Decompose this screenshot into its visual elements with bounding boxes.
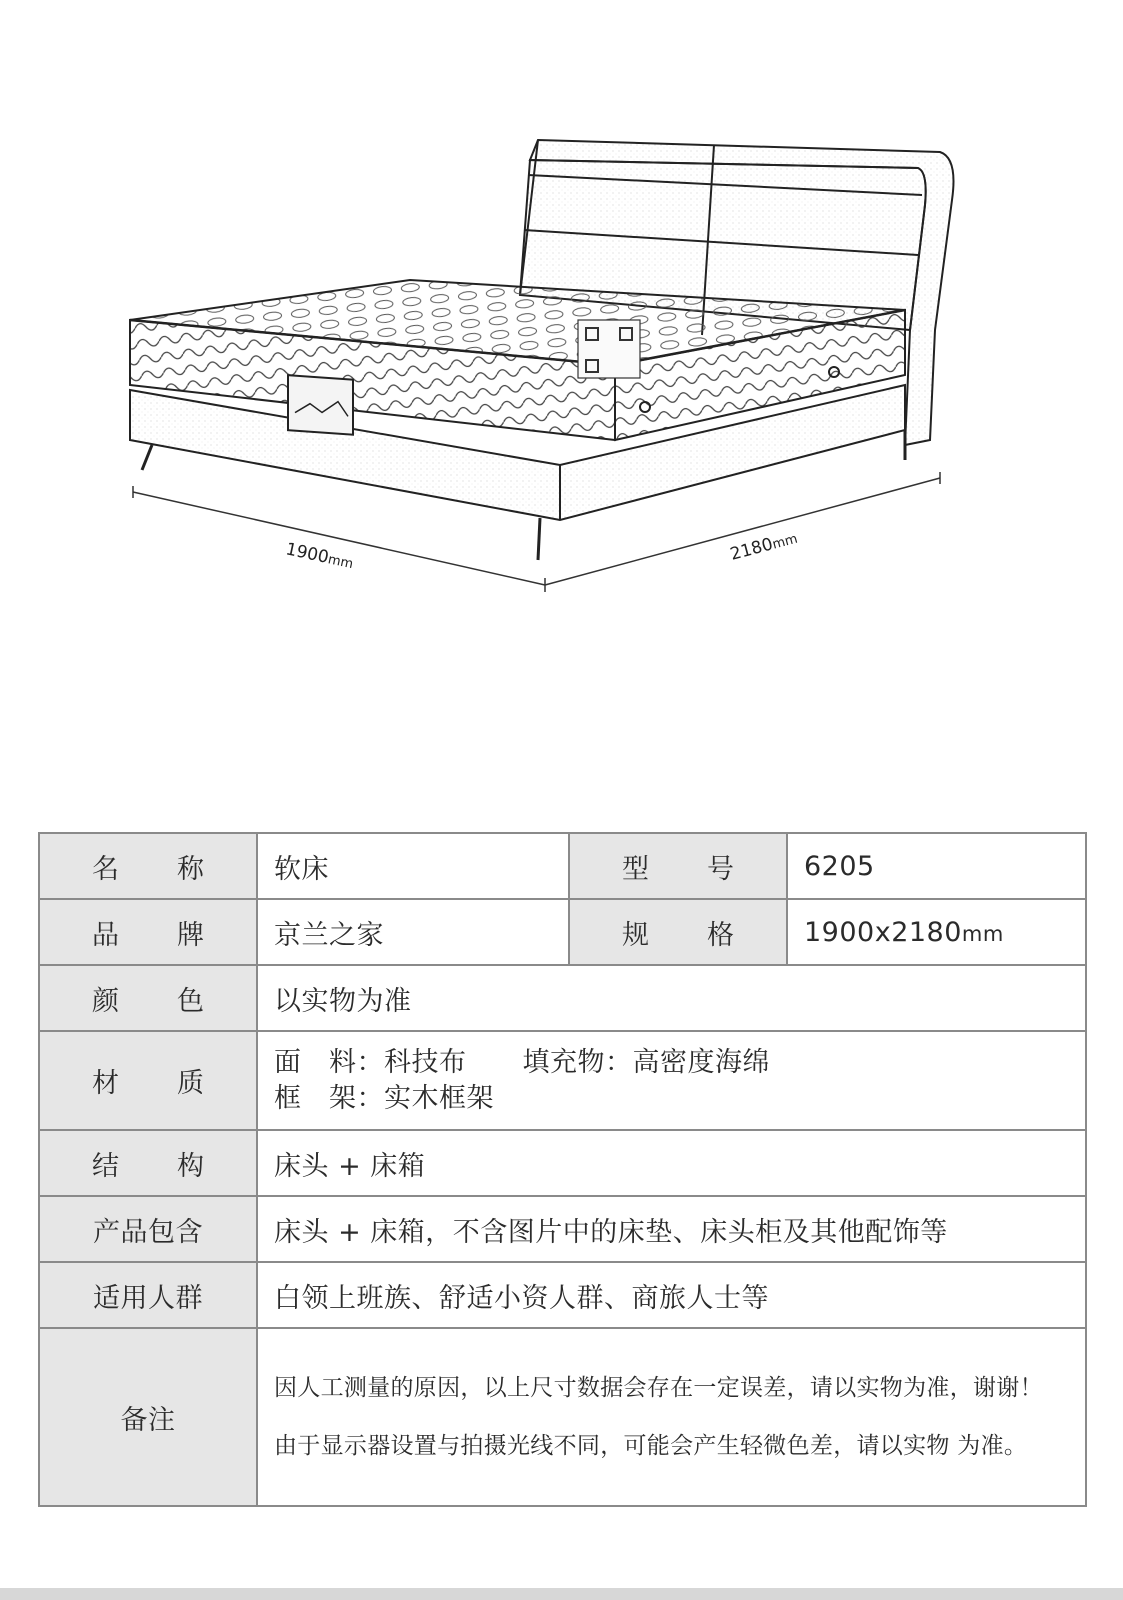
- model-label: 型号: [569, 833, 787, 899]
- spec-table: [38, 832, 1087, 1507]
- brand-label: 品牌: [39, 899, 257, 965]
- package-label: 产品包含: [39, 1196, 257, 1262]
- spec-row-brand-size: [39, 899, 1086, 965]
- fabric-value: 科技布: [384, 1046, 467, 1078]
- color-label: 颜色: [39, 965, 257, 1031]
- filling-label: 填充物：: [522, 1046, 633, 1078]
- brand-value: 京兰之家: [257, 899, 569, 965]
- material-label: 材质: [39, 1031, 257, 1130]
- structure-label: 结构: [39, 1130, 257, 1196]
- color-value: 以实物为准: [257, 965, 1086, 1031]
- model-value: 6205: [787, 833, 1086, 899]
- spec-row-package: [39, 1196, 1086, 1262]
- audience-label: 适用人群: [39, 1262, 257, 1328]
- filling-value: 高密度海绵: [632, 1046, 770, 1078]
- spec-row-audience: [39, 1262, 1086, 1328]
- name-label: 名称: [39, 833, 257, 899]
- length-dimension-label: 2180mm: [728, 531, 800, 565]
- notes-label: 备注: [39, 1328, 257, 1506]
- note-line-2: 由于显示器设置与拍摄光线不同，可能会产生轻微色差，请以实物 为准。: [274, 1433, 1028, 1459]
- fabric-label: 面 料：: [274, 1046, 384, 1078]
- spec-row-notes: [39, 1328, 1086, 1506]
- frame-label: 框 架：: [274, 1082, 384, 1114]
- spec-row-name-model: [39, 833, 1086, 899]
- bed-illustration: [0, 0, 1123, 640]
- notes-value: [257, 1328, 1086, 1506]
- bottom-divider: [0, 1588, 1123, 1600]
- audience-value: 白领上班族、舒适小资人群、商旅人士等: [257, 1262, 1086, 1328]
- note-line-1: 因人工测量的原因，以上尺寸数据会存在一定误差，请以实物为准，谢谢！: [274, 1375, 1043, 1401]
- material-value: [257, 1031, 1086, 1130]
- frame-value: 实木框架: [384, 1082, 494, 1114]
- spec-row-color: [39, 965, 1086, 1031]
- name-value: 软床: [257, 833, 569, 899]
- size-label: 规格: [569, 899, 787, 965]
- spec-row-material: [39, 1031, 1086, 1130]
- package-value: 床头 + 床箱，不含图片中的床垫、床头柜及其他配饰等: [257, 1196, 1086, 1262]
- structure-value: 床头 + 床箱: [257, 1130, 1086, 1196]
- size-value: 1900x2180mm: [787, 899, 1086, 965]
- width-dimension-label: 1900mm: [283, 539, 355, 573]
- spec-row-structure: [39, 1130, 1086, 1196]
